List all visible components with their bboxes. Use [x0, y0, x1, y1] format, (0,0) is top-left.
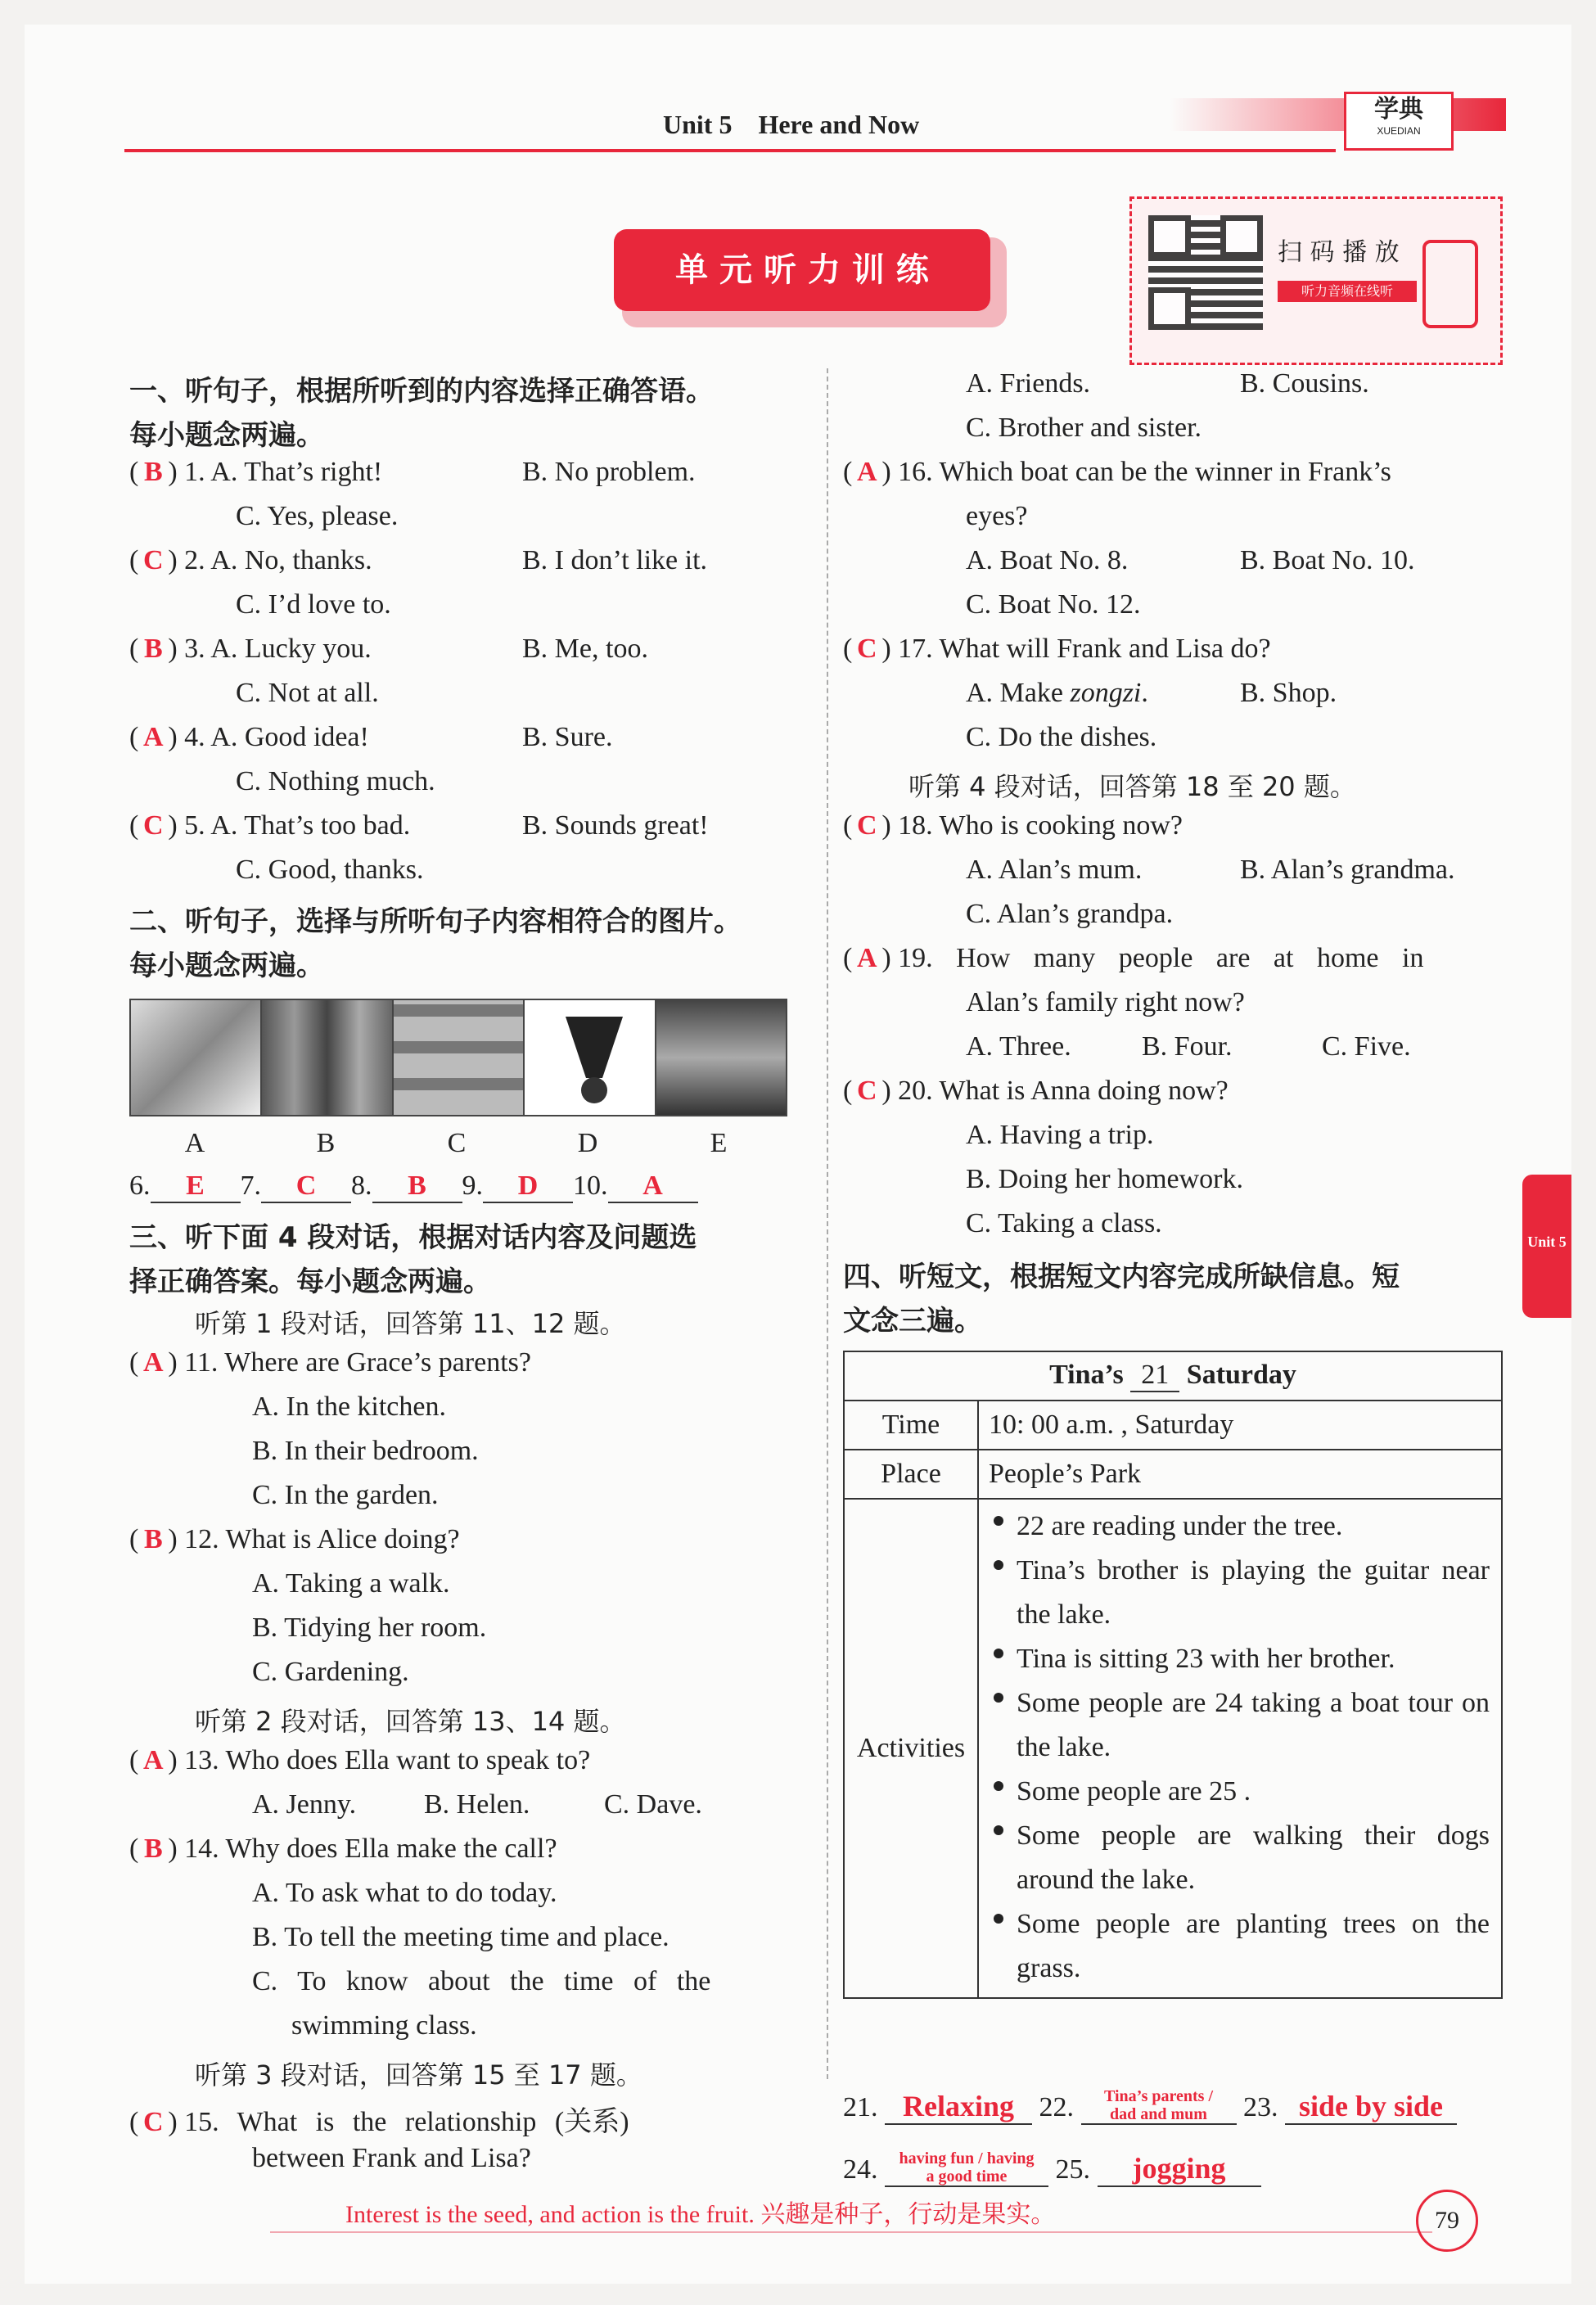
a25-answer: jogging [1098, 2151, 1261, 2187]
brand-sub: XUEDIAN [1377, 125, 1421, 137]
page-header [25, 25, 1571, 156]
banner-title: 单 元 听 力 训 练 [675, 251, 929, 289]
q17: ( C ) 17. What will Frank and Lisa do? [843, 634, 1271, 664]
workbook-page [25, 25, 1571, 2284]
q15-question-cont: between Frank and Lisa? [252, 2143, 531, 2173]
sec3-heading2: 择正确答案。每小题念两遍。 [129, 1265, 491, 1298]
sec2-answers [129, 1171, 698, 1203]
dialog3-instruction: 听第 3 段对话，回答第 15 至 17 题。 [195, 2059, 642, 2091]
q13-question: 13. Who does Ella want to speak to? [184, 1745, 591, 1775]
a21-num: 21. [843, 2092, 878, 2122]
activities-list [978, 1499, 1502, 1998]
q19-answer: A [857, 943, 877, 973]
answers-24-25 [843, 2149, 1506, 2195]
qr-card[interactable] [1129, 196, 1503, 365]
time-value: 10: 00 a.m. , Saturday [978, 1401, 1502, 1450]
q7-num: 7. [240, 1171, 261, 1201]
q16-options-ab [966, 545, 1415, 576]
q2-option-b: B. I don’t like it. [522, 545, 708, 575]
q16-question: 16. Which boat can be the winner in Frank’s [898, 457, 1391, 487]
q4-option-a: A. Good idea! [210, 722, 369, 752]
q19-question: 19. How many people are at home in [898, 943, 1424, 973]
a25-num: 25. [1055, 2154, 1090, 2185]
q4: ( A ) 4. A. Good idea! B. Sure. [129, 722, 613, 752]
q12: ( B ) 12. What is Alice doing? [129, 1524, 460, 1554]
q1-option-b: B. No problem. [522, 457, 696, 487]
q10-num: 10. [573, 1171, 608, 1201]
picture-strip [129, 999, 787, 1116]
activity-4: Some people are 24 taking a boat tour on the lake. [990, 1681, 1490, 1770]
q1-answer: B [143, 457, 163, 487]
q20-option-c: C. Taking a class. [966, 1208, 1162, 1238]
a24-answer-line1: having fun / having [899, 2149, 1035, 2167]
q13-answer: A [143, 1745, 164, 1775]
q18-answer: C [857, 810, 877, 841]
q18-option-a: A. Alan’s mum. [966, 855, 1143, 885]
a24-num: 24. [843, 2154, 878, 2185]
right-column [843, 368, 1506, 2185]
a22-answer-line1: Tina’s parents / [1104, 2087, 1213, 2105]
q17-option-a-italic: zongzi [1070, 678, 1142, 708]
q13-options [252, 1789, 702, 1820]
q4-option-b: B. Sure. [522, 722, 613, 752]
q14-option-a: A. To ask what to do today. [252, 1878, 557, 1908]
activities-label: Activities [844, 1499, 978, 1998]
q14-option-c-cont: swimming class. [291, 2010, 477, 2041]
q5-option-b: B. Sounds great! [522, 810, 709, 841]
picture-a-horse [131, 1000, 262, 1115]
q18: ( C ) 18. Who is cooking now? [843, 810, 1183, 841]
activity-6: Some people are walking their dogs around the lake. [990, 1814, 1490, 1902]
side-tab-label: Unit 5 [1527, 1234, 1567, 1250]
a23-num: 23. [1243, 2092, 1278, 2122]
sec3-heading: 三、听下面 4 段对话，根据对话内容及问题选 [129, 1221, 697, 1254]
q11-option-a: A. In the kitchen. [252, 1392, 446, 1422]
q12-answer: B [143, 1524, 163, 1554]
q16-answer: A [857, 457, 877, 487]
q17-options-ab [966, 678, 1337, 709]
q5-option-c: C. Good, thanks. [236, 855, 424, 885]
place-value: People’s Park [978, 1450, 1502, 1499]
q15: ( C ) 15. What is the relationship (关系) [129, 2107, 629, 2137]
q19-option-b: B. Four. [1142, 1031, 1233, 1062]
q15-question: 15. What is the relationship (关系) [184, 2107, 629, 2137]
q19-option-a: A. Three. [966, 1031, 1071, 1062]
sec1-heading: 一、听句子，根据所听到的内容选择正确答语。 [129, 375, 714, 408]
dialog4-instruction: 听第 4 段对话，回答第 18 至 20 题。 [908, 771, 1356, 802]
a23-answer: side by side [1285, 2089, 1457, 2125]
q2-answer: C [143, 545, 164, 575]
picture-e-shop [656, 1000, 786, 1115]
side-tab [1522, 1175, 1571, 1318]
q1-option-a: A. That’s right! [210, 457, 383, 487]
q16-option-b: B. Boat No. 10. [1240, 545, 1415, 575]
q3-option-c: C. Not at all. [236, 678, 379, 708]
q20-option-b: B. Doing her homework. [966, 1164, 1244, 1194]
activity-5: Some people are 25 . [990, 1770, 1490, 1814]
q14-answer: B [143, 1834, 163, 1864]
a22-answer [1081, 2087, 1237, 2125]
q18-option-c: C. Alan’s grandpa. [966, 899, 1174, 929]
picture-letters [129, 1128, 784, 1159]
letter-c: C [447, 1128, 467, 1158]
qr-code[interactable] [1148, 215, 1263, 330]
q5: ( C ) 5. A. That’s too bad. B. Sounds great! [129, 810, 709, 841]
q1: ( B ) 1. A. That’s right! B. No problem. [129, 457, 696, 487]
q15-option-c: C. Brother and sister. [966, 413, 1202, 443]
q17-option-a-pre: A. Make [966, 678, 1071, 708]
q9-answer: D [483, 1171, 573, 1203]
q4-num: 4. [184, 722, 205, 752]
q11-question: 11. Where are Grace’s parents? [184, 1347, 531, 1378]
q2: ( C ) 2. A. No, thanks. B. I don’t like it. [129, 545, 708, 575]
q8-answer: B [372, 1171, 462, 1203]
q13-option-b: B. Helen. [424, 1789, 530, 1820]
q8-num: 8. [351, 1171, 372, 1201]
q14: ( B ) 14. Why does Ella make the call? [129, 1834, 557, 1864]
table-title [844, 1351, 1502, 1401]
q11: ( A ) 11. Where are Grace’s parents? [129, 1347, 531, 1378]
sec1-heading2: 每小题念两遍。 [129, 419, 324, 452]
q19-question-cont: Alan’s family right now? [966, 987, 1245, 1017]
phone-icon [1422, 240, 1478, 328]
q13-option-c: C. Dave. [604, 1789, 702, 1820]
q19-options [966, 1031, 1411, 1062]
q9-num: 9. [462, 1171, 483, 1201]
q3-option-b: B. Me, too. [522, 634, 648, 664]
q5-answer: C [143, 810, 164, 841]
q5-option-a: A. That’s too bad. [210, 810, 411, 841]
q4-option-c: C. Nothing much. [236, 766, 435, 796]
q3: ( B ) 3. A. Lucky you. B. Me, too. [129, 634, 648, 664]
q6-answer: E [151, 1171, 241, 1203]
left-column [129, 368, 817, 2173]
page-number: 79 [1416, 2190, 1478, 2252]
blank-21: 21 [1130, 1360, 1179, 1392]
q20: ( C ) 20. What is Anna doing now? [843, 1076, 1229, 1106]
q11-answer: A [143, 1347, 164, 1378]
q14-question: 14. Why does Ella make the call? [184, 1834, 557, 1864]
q12-option-c: C. Gardening. [252, 1657, 409, 1687]
brand-name: 学典 [1374, 95, 1423, 124]
q12-option-b: B. Tidying her room. [252, 1613, 487, 1643]
q3-num: 3. [184, 634, 205, 664]
q7-answer: C [261, 1171, 351, 1203]
q5-num: 5. [184, 810, 205, 841]
footer-line [270, 2231, 1432, 2233]
q13: ( A ) 13. Who does Ella want to speak to? [129, 1745, 591, 1775]
q17-answer: C [857, 634, 877, 664]
column-divider [827, 368, 828, 2079]
picture-c-dragon-boat [394, 1000, 525, 1115]
q17-option-b: B. Shop. [1240, 678, 1337, 708]
activity-3: Tina is sitting 23 with her brother. [990, 1637, 1490, 1681]
dialog2-instruction: 听第 2 段对话，回答第 13、14 题。 [195, 1706, 626, 1737]
q16-option-a: A. Boat No. 8. [966, 545, 1129, 575]
q18-option-b: B. Alan’s grandma. [1240, 855, 1455, 885]
place-label: Place [844, 1450, 978, 1499]
q17-option-c: C. Do the dishes. [966, 722, 1157, 752]
a22-answer-line2: dad and mum [1110, 2105, 1207, 2123]
unit-label: Unit 5 [663, 110, 733, 139]
sec4-heading: 四、听短文，根据短文内容完成所缺信息。短 [843, 1261, 1400, 1293]
a24-answer [885, 2149, 1048, 2187]
q18-options-ab [966, 855, 1455, 886]
q2-num: 2. [184, 545, 205, 575]
activity-7: Some people are planting trees on the grass. [990, 1902, 1490, 1991]
dialog1-instruction: 听第 1 段对话，回答第 11、12 题。 [195, 1308, 626, 1339]
brand-ribbon [1170, 98, 1506, 131]
table-title-pre: Tina’s [1049, 1360, 1124, 1390]
sec2-heading2: 每小题念两遍。 [129, 950, 324, 982]
letter-a: A [184, 1128, 205, 1158]
activity-1: 22 are reading under the tree. [990, 1504, 1490, 1549]
q15-option-a: A. Friends. [966, 368, 1091, 399]
q1-option-c: C. Yes, please. [236, 501, 399, 531]
q19: ( A ) 19. How many people are at home in [843, 943, 1424, 973]
q12-option-a: A. Taking a walk. [252, 1568, 450, 1599]
q2-option-c: C. I’d love to. [236, 589, 391, 620]
q20-option-a: A. Having a trip. [966, 1120, 1154, 1150]
a21-answer: Relaxing [885, 2089, 1032, 2125]
letter-d: D [577, 1128, 598, 1158]
q3-option-a: A. Lucky you. [210, 634, 372, 664]
q17-option-a-post: . [1141, 678, 1148, 708]
picture-b-people [262, 1000, 393, 1115]
footer-motto: Interest is the seed, and action is the fruit. 兴趣是种子，行动是果实。 [345, 2201, 1056, 2228]
brand-logo [1344, 92, 1454, 151]
q14-option-b: B. To tell the meeting time and place. [252, 1922, 670, 1952]
sec4-heading2: 文念三遍。 [843, 1305, 982, 1337]
q6-num: 6. [129, 1171, 151, 1201]
answers-21-23 [843, 2087, 1506, 2133]
picture-d-shuttlecock [525, 1000, 656, 1115]
q4-answer: A [143, 722, 164, 752]
q2-option-a: A. No, thanks. [210, 545, 372, 575]
q16-option-c: C. Boat No. 12. [966, 589, 1141, 620]
unit-title: Here and Now [758, 110, 920, 139]
info-table [843, 1351, 1503, 1999]
q15-options-ab [966, 368, 1369, 399]
q15-answer: C [143, 2107, 164, 2137]
q11-option-c: C. In the garden. [252, 1480, 439, 1510]
q14-option-c: C. To know about the time of the [252, 1966, 711, 1996]
q16-question-cont: eyes? [966, 501, 1028, 531]
q11-option-b: B. In their bedroom. [252, 1436, 479, 1466]
q17-question: 17. What will Frank and Lisa do? [898, 634, 1271, 664]
q19-option-c: C. Five. [1322, 1031, 1411, 1062]
q10-answer: A [608, 1171, 698, 1203]
a24-answer-line2: a good time [926, 2167, 1008, 2185]
q12-question: 12. What is Alice doing? [184, 1524, 460, 1554]
banner-title-box [614, 229, 990, 311]
q3-answer: B [143, 634, 163, 664]
q20-question: 20. What is Anna doing now? [898, 1076, 1229, 1106]
letter-b: B [316, 1128, 336, 1158]
q15-option-b: B. Cousins. [1240, 368, 1369, 399]
q20-answer: C [857, 1076, 877, 1106]
activity-2: Tina’s brother is playing the guitar near the lake. [990, 1549, 1490, 1637]
letter-e: E [710, 1128, 728, 1158]
table-title-post: Saturday [1186, 1360, 1296, 1390]
q1-num: 1. [184, 457, 205, 487]
a22-num: 22. [1039, 2092, 1074, 2122]
q16: ( A ) 16. Which boat can be the winner in Frank’s [843, 457, 1391, 487]
q13-option-a: A. Jenny. [252, 1789, 357, 1820]
time-label: Time [844, 1401, 978, 1450]
qr-scan-text: 扫 码 播 放 [1278, 238, 1400, 267]
qr-online-text: 听力音频在线听 [1278, 281, 1417, 302]
q18-question: 18. Who is cooking now? [898, 810, 1183, 841]
sec2-heading: 二、听句子，选择与所听句子内容相符合的图片。 [129, 905, 742, 938]
